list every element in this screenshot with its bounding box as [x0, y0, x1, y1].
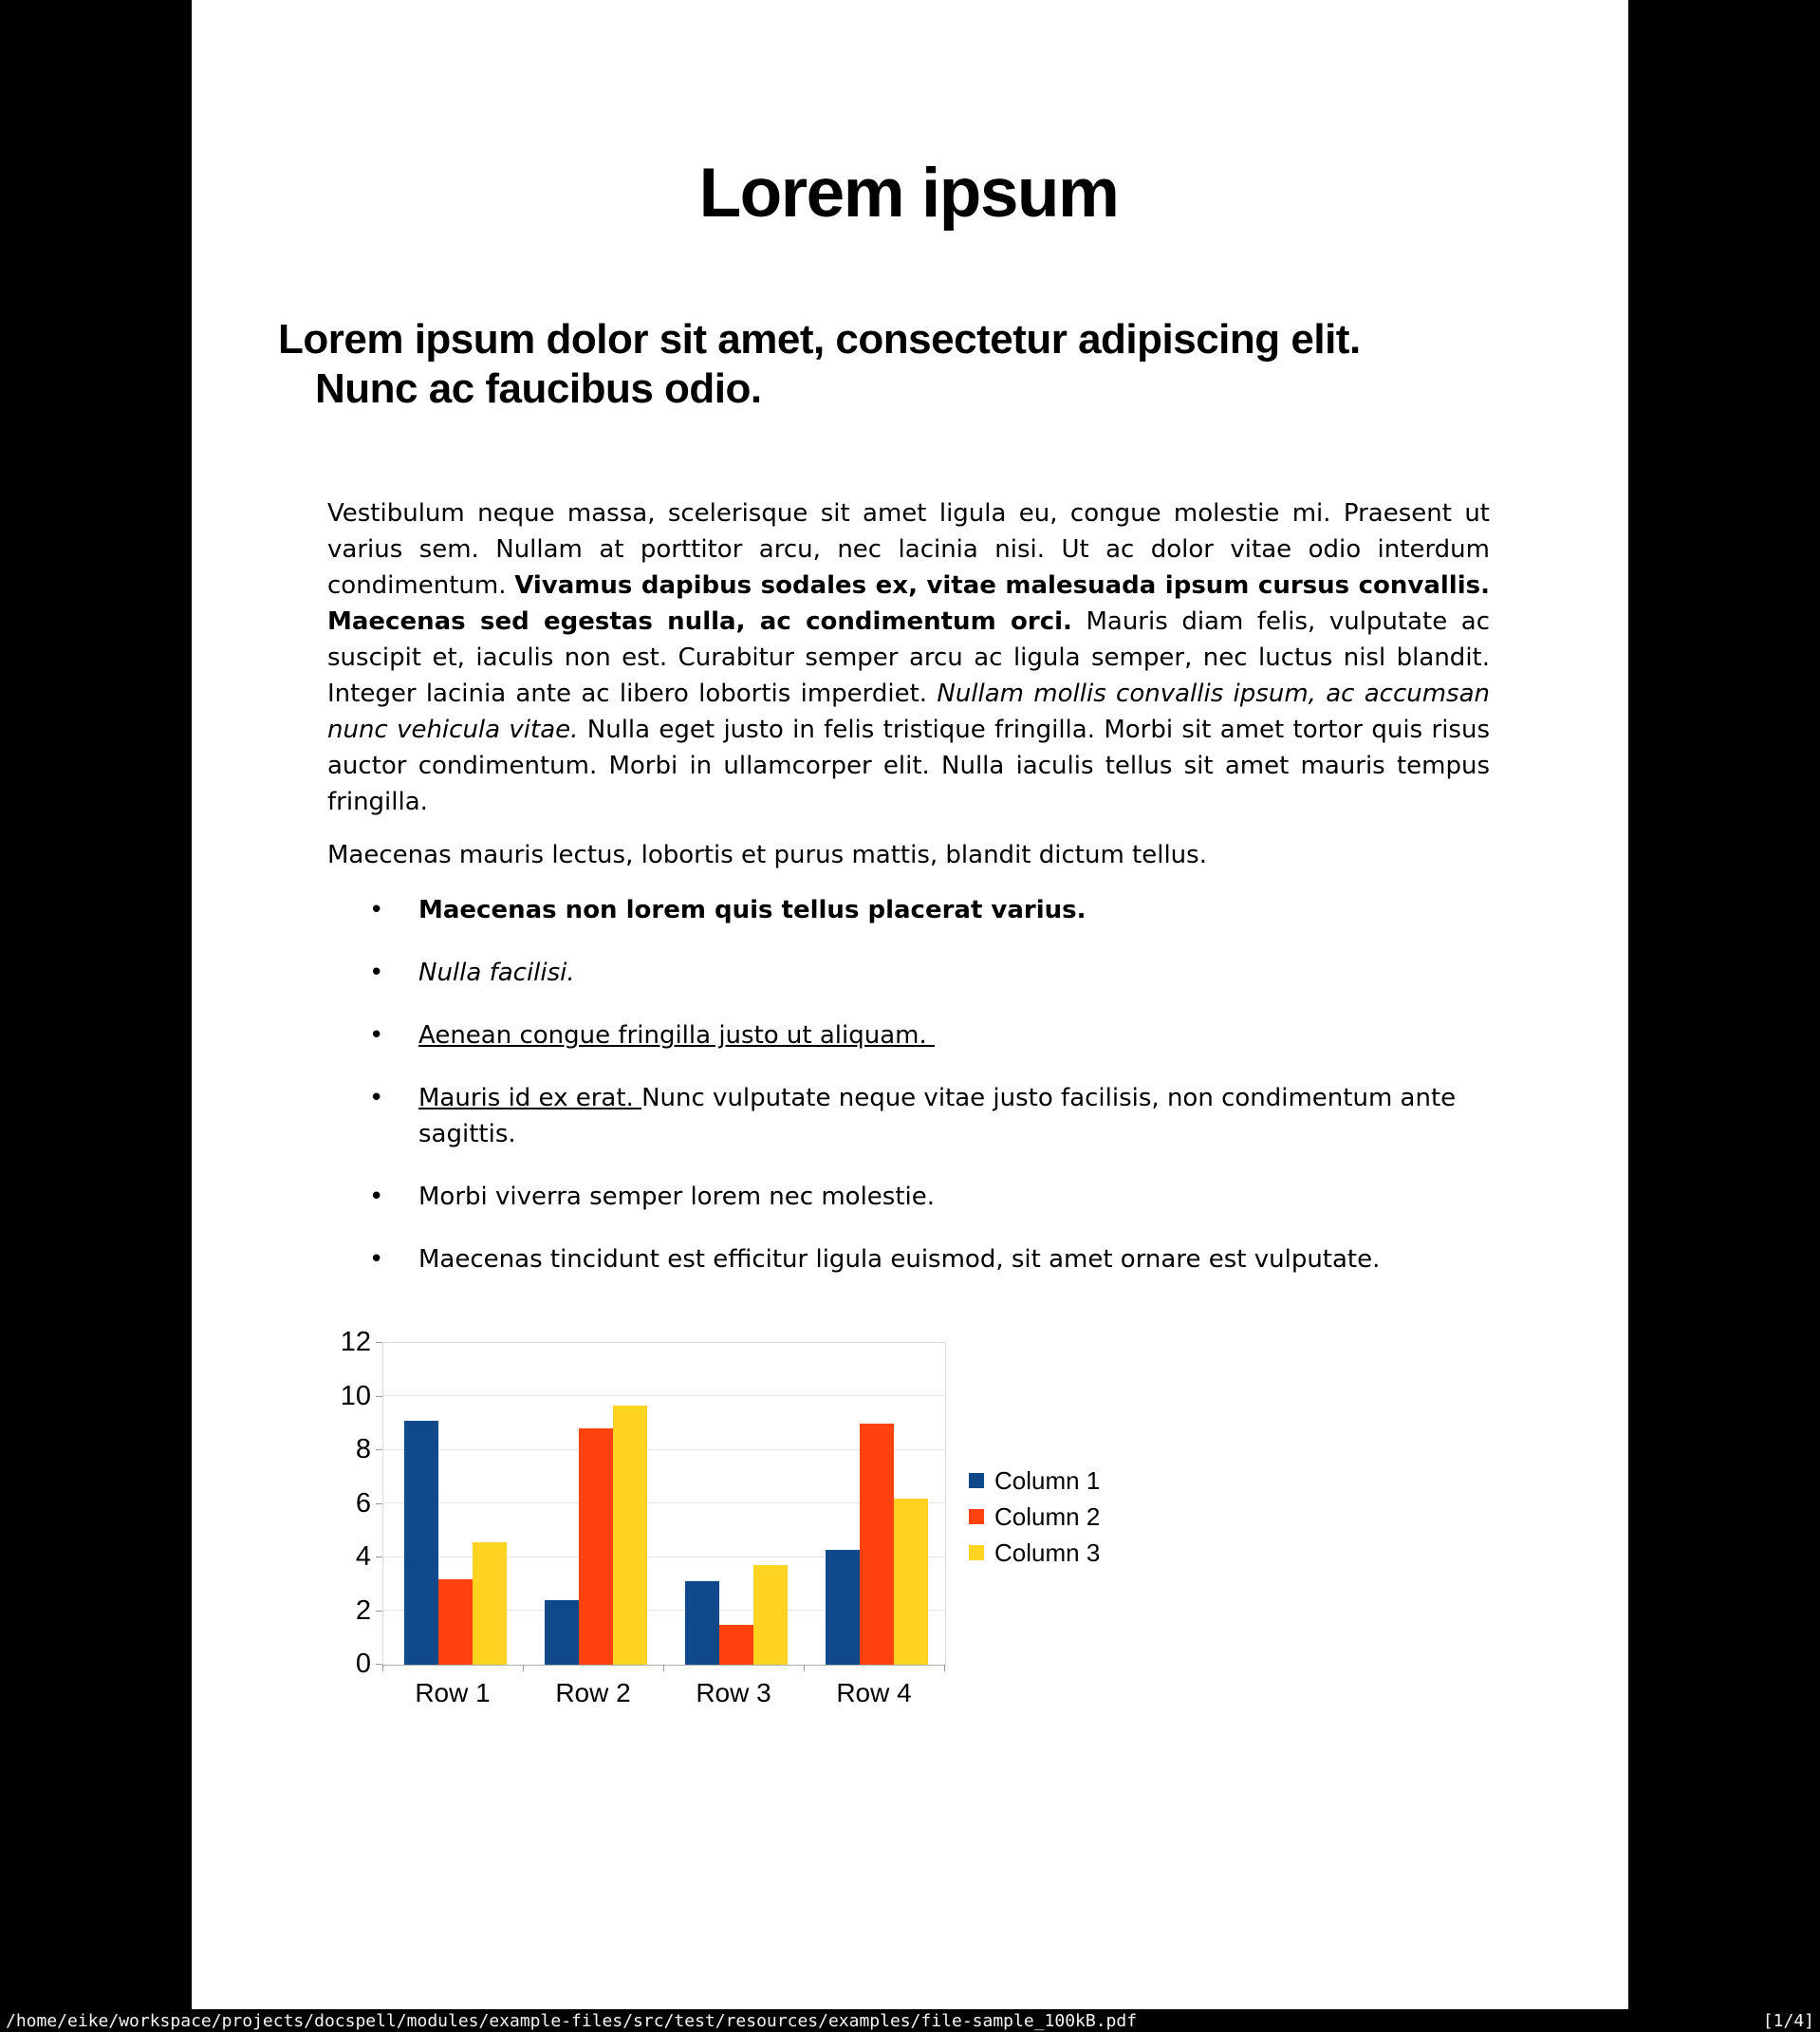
- x-axis-label: Row 4: [836, 1678, 912, 1708]
- legend-item: [969, 1499, 1100, 1535]
- document-heading-line2: Nunc ac faucibus odio.: [315, 365, 762, 413]
- text-segment: Nunc vulputate neque vitae justo facilisis, non condimentum ante sagittis.: [418, 1084, 1457, 1149]
- pdf-page[interactable]: [192, 0, 1628, 2009]
- y-axis-label: 12: [340, 1327, 371, 1358]
- legend-label: Column 3: [994, 1538, 1101, 1567]
- y-axis-label: 8: [355, 1434, 371, 1465]
- chart-bar: [579, 1428, 613, 1665]
- text-segment: Nulla facilisi.: [418, 959, 575, 988]
- legend-item: [969, 1463, 1100, 1499]
- file-path: /home/eike/workspace/projects/docspell/modules/example-files/src/test/resources/examples/file-sample_100kB.pdf: [6, 2010, 1138, 2031]
- y-axis-tick: [376, 1449, 382, 1450]
- chart-bar: [753, 1565, 788, 1665]
- y-axis-label: 4: [355, 1541, 371, 1573]
- lead-paragraph: [327, 495, 1490, 820]
- gridline: [383, 1395, 945, 1396]
- document-title: Lorem ipsum: [698, 155, 1119, 232]
- chart-plot-area: [382, 1342, 946, 1666]
- x-axis-tick: [663, 1665, 664, 1671]
- text-segment: Nulla eget justo in felis tristique fringilla. Morbi sit amet tortor quis risus auctor condimentum. Morbi in ullamcorper elit. Nulla iaculis tellus sit amet mauris tempus fringilla.: [327, 716, 1491, 817]
- text-segment: Morbi viverra semper lorem nec molestie.: [418, 1183, 936, 1212]
- legend-swatch: [969, 1509, 984, 1524]
- legend-item: [969, 1535, 1100, 1571]
- chart-bar: [473, 1542, 507, 1665]
- chart-legend: [969, 1463, 1100, 1571]
- list-item: [327, 1179, 1490, 1215]
- x-axis-label: Row 2: [555, 1678, 631, 1708]
- list-item: [327, 955, 1490, 991]
- chart-bar: [685, 1581, 719, 1665]
- legend-swatch: [969, 1545, 984, 1560]
- x-axis-label: Row 3: [696, 1678, 771, 1708]
- text-segment: Nullam mollis convallis ipsum, ac accumsan nunc vehicula vitae.: [327, 680, 1491, 745]
- document-content: [192, 156, 1628, 1715]
- document-heading: [278, 315, 1490, 414]
- page-indicator: [1/4]: [1762, 2010, 1814, 2031]
- chart-bar: [826, 1550, 860, 1665]
- status-bar: [0, 2009, 1820, 2032]
- text-segment: Maecenas tincidunt est efficitur ligula euismod, sit amet ornare est vulputate.: [418, 1245, 1381, 1275]
- x-axis-tick: [382, 1665, 383, 1671]
- list-item: [327, 892, 1490, 928]
- chart-bar: [545, 1600, 579, 1665]
- text-segment: Aenean congue fringilla justo ut aliquam.: [418, 1021, 936, 1051]
- document-heading-line1: Lorem ipsum dolor sit amet, consectetur adipiscing elit.: [278, 316, 1361, 364]
- legend-label: Column 2: [994, 1501, 1101, 1531]
- text-segment: Maecenas non lorem quis tellus placerat varius.: [418, 896, 1086, 925]
- x-axis-tick: [944, 1665, 945, 1671]
- x-axis-tick: [804, 1665, 805, 1671]
- chart-bar: [719, 1625, 753, 1665]
- legend-label: Column 1: [994, 1465, 1101, 1495]
- y-axis-label: 6: [355, 1488, 371, 1519]
- list-item: [327, 1080, 1490, 1152]
- y-axis-tick: [376, 1396, 382, 1397]
- chart-bar: [404, 1421, 438, 1665]
- bullet-list: [327, 892, 1490, 1277]
- text-segment: Mauris diam felis, vulputate ac suscipit et, iaculis non est. Curabitur semper arcu ac ligula semper, nec luctus nisl blandit. Integer lacinia ante ac libero lobortis imperdiet.: [327, 607, 1490, 709]
- list-item: [327, 1241, 1490, 1277]
- y-axis-tick: [376, 1611, 382, 1612]
- chart-bar: [438, 1579, 473, 1665]
- y-axis-tick: [376, 1664, 382, 1665]
- y-axis-label: 10: [340, 1381, 371, 1412]
- text-segment: Vivamus dapibus sodales ex, vitae malesuada ipsum cursus convallis. Maecenas sed egestas nulla, ac condimentum orci.: [327, 571, 1490, 637]
- text-segment: Mauris id ex erat.: [418, 1084, 642, 1113]
- y-axis-tick: [376, 1342, 382, 1343]
- legend-swatch: [969, 1473, 984, 1488]
- y-axis-label: 0: [355, 1649, 371, 1680]
- list-item: [327, 1017, 1490, 1053]
- x-axis-label: Row 1: [415, 1678, 491, 1708]
- x-axis-tick: [523, 1665, 524, 1671]
- chart-bar: [613, 1406, 647, 1665]
- y-axis-label: 2: [355, 1595, 371, 1627]
- list-intro-paragraph: Maecenas mauris lectus, lobortis et purus mattis, blandit dictum tellus.: [327, 841, 1207, 870]
- y-axis-tick: [376, 1503, 382, 1504]
- chart-bar: [894, 1499, 928, 1665]
- bar-chart: [327, 1321, 1490, 1715]
- chart-bar: [860, 1424, 894, 1665]
- text-segment: Vestibulum neque massa, scelerisque sit amet ligula eu, congue molestie mi. Praesent ut varius sem. Nullam at porttitor arcu, nec lacinia nisi. Ut ac dolor vitae odio interdum condimentum.: [327, 499, 1490, 601]
